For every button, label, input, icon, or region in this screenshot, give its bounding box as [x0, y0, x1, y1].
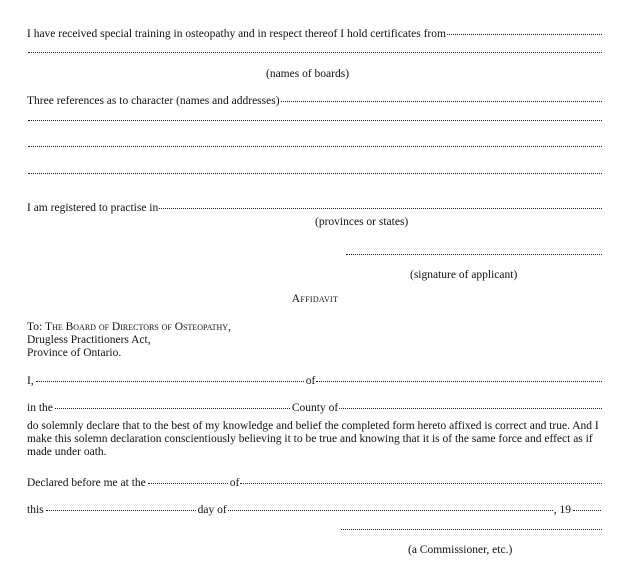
- declarant-name-field[interactable]: [36, 380, 304, 382]
- signature-row: [345, 255, 603, 257]
- commissioner-row: [340, 530, 603, 532]
- county-row: [27, 401, 603, 415]
- provinces-caption: (provinces or states): [315, 216, 409, 228]
- registered-row: [27, 201, 603, 215]
- references-line-4: [27, 174, 603, 176]
- board-name: The Board of Directors of Osteopathy,: [45, 321, 231, 333]
- of-label: of: [305, 375, 316, 387]
- date-row: [27, 503, 603, 517]
- year-label: , 19: [553, 504, 571, 516]
- training-field-2[interactable]: [28, 51, 602, 53]
- declared-row: [27, 476, 603, 490]
- training-row-2: [27, 53, 603, 55]
- day-of-label: day of: [197, 504, 227, 516]
- affidavit-title: Affidavit: [291, 293, 339, 305]
- county-field[interactable]: [339, 407, 602, 409]
- training-field[interactable]: [447, 33, 602, 35]
- municipality-field[interactable]: [55, 407, 290, 409]
- i-label: I,: [27, 375, 34, 387]
- province-line: Province of Ontario.: [27, 347, 122, 359]
- act-line: Drugless Practitioners Act,: [27, 334, 151, 346]
- declared-of-label: of: [229, 477, 240, 489]
- day-field[interactable]: [46, 509, 196, 511]
- declared-label: Declared before me at the: [27, 477, 146, 489]
- references-field-4[interactable]: [28, 172, 602, 174]
- references-field[interactable]: [281, 100, 602, 102]
- declaration-text: do solemnly declare that to the best of my knowledge and belief the completed form hereto affixed is correct and true. And I make this solemn declaration conscientiously believing it to be true and knowing that it is of the same force and effect as if made under oath.: [27, 420, 599, 458]
- commissioner-caption: (a Commissioner, etc.): [408, 544, 513, 556]
- declared-of-field[interactable]: [240, 482, 602, 484]
- references-line-3: [27, 147, 603, 149]
- year-field[interactable]: [573, 509, 601, 511]
- references-line-2: [27, 121, 603, 123]
- in-the-label: in the: [27, 402, 53, 414]
- references-row: [27, 94, 603, 108]
- to-prefix: To:: [27, 321, 43, 333]
- county-label: County of: [291, 402, 339, 414]
- signature-field[interactable]: [346, 253, 602, 255]
- month-field[interactable]: [228, 509, 553, 511]
- declarant-row: [27, 374, 603, 388]
- declared-place-field[interactable]: [148, 482, 228, 484]
- signature-caption: (signature of applicant): [410, 269, 518, 281]
- training-label: I have received special training in osteopathy and in respect thereof I hold certificates from: [27, 28, 446, 40]
- registered-label: I am registered to practise in: [27, 202, 159, 214]
- this-label: this: [27, 504, 44, 516]
- references-field-2[interactable]: [28, 119, 602, 121]
- references-label: Three references as to character (names and addresses): [27, 95, 280, 107]
- registered-field[interactable]: [159, 207, 602, 209]
- address-block: [27, 321, 605, 360]
- declarant-address-field[interactable]: [316, 380, 602, 382]
- training-row: [27, 27, 603, 41]
- commissioner-signature-field[interactable]: [341, 528, 602, 530]
- to-line: [27, 321, 605, 334]
- names-of-boards-caption: (names of boards): [266, 68, 350, 80]
- references-field-3[interactable]: [28, 145, 602, 147]
